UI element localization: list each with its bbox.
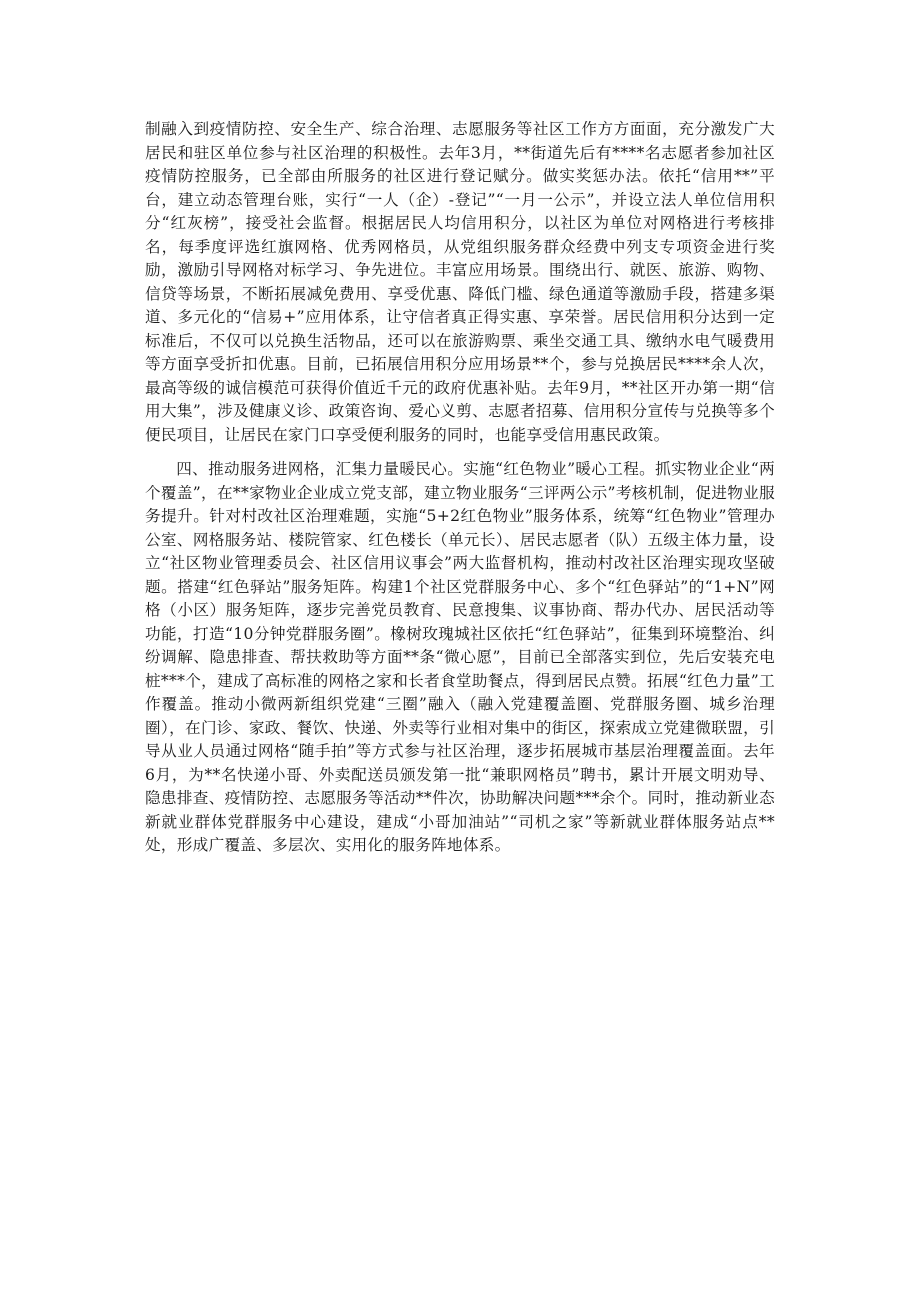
paragraph-section-four: 四、推动服务进网格，汇集力量暖民心。实施“红色物业”暖心工程。抓实物业企业“两个覆盖”，在**家物业企业成立党支部，建立物业服务“三评两公示”考核机制，促进物业服务提升。针对村改社区治理难题，实施“5+2红色物业”服务体系，统筹“红色物业”管理办公室、网格服务站、楼院管家、红色楼长（单元长）、居民志愿者（队）五级主体力量，设立“社区物业管理委员会、社区信用议事会”两大监督机构，推动村改社区治理实现攻坚破题。搭建“红色驿站”服务矩阵。构建1个社区党群服务中心、多个“红色驿站”的“1+N”网格（小区）服务矩阵，逐步完善党员教育、民意搜集、议事协商、帮办代办、居民活动等功能，打造“10分钟党群服务圈”。橡树玫瑰城社区依托“红色驿站”，征集到环境整治、纠纷调解、隐患排查、帮扶救助等方面**条“微心愿”，目前已全部落实到位，先后安装充电桩***个，建成了高标准的网格之家和长者食堂助餐点，得到居民点赞。拓展“红色力量”工作覆盖。推动小微两新组织党建“三圈”融入（融入党建覆盖圈、党群服务圈、城乡治理圈），在门诊、家政、餐饮、快递、外卖等行业相对集中的街区，探索成立党建微联盟，引导从业人员通过网格“随手拍”等方式参与社区治理，逐步拓展城市基层治理覆盖面。去年6月，为**名快递小哥、外卖配送员颁发第一批“兼职网格员”聘书，累计开展文明劝导、隐患排查、疫情防控、志愿服务等活动**件次，协助解决问题***余个。同时，推动新业态新就业群体党群服务中心建设，建成“小哥加油站”“司机之家”等新就业群体服务站点**处，形成广覆盖、多层次、实用化的服务阵地体系。 (145, 460, 775, 854)
document-body (145, 118, 775, 858)
paragraph-continuation: 制融入到疫情防控、安全生产、综合治理、志愿服务等社区工作方方面面，充分激发广大居民和驻区单位参与社区治理的积极性。去年3月，**街道先后有****名志愿者参加社区疫情防控服务，已全部由所服务的社区进行登记赋分。做实奖惩办法。依托“信用**”平台，建立动态管理台账，实行“一人（企）-登记”“一月一公示”，并设立法人单位信用积分“红灰榜”，接受社会监督。根据居民人均信用积分，以社区为单位对网格进行考核排名，每季度评选红旗网格、优秀网格员，从党组织服务群众经费中列支专项资金进行奖励，激励引导网格对标学习、争先进位。丰富应用场景。围绕出行、就医、旅游、购物、信贷等场景，不断拓展减免费用、享受优惠、降低门槛、绿色通道等激励手段，搭建多渠道、多元化的“信易+”应用体系，让守信者真正得实惠、享荣誉。居民信用积分达到一定标准后，不仅可以兑换生活物品，还可以在旅游购票、乘坐交通工具、缴纳水电气暖费用等方面享受折扣优惠。目前，已拓展信用积分应用场景**个，参与兑换居民****余人次，最高等级的诚信模范可获得价值近千元的政府优惠补贴。去年9月，**社区开办第一期“信用大集”，涉及健康义诊、政策咨询、爱心义剪、志愿者招募、信用积分宣传与兑换等多个便民项目，让居民在家门口享受便利服务的同时，也能享受信用惠民政策。 (145, 120, 775, 444)
